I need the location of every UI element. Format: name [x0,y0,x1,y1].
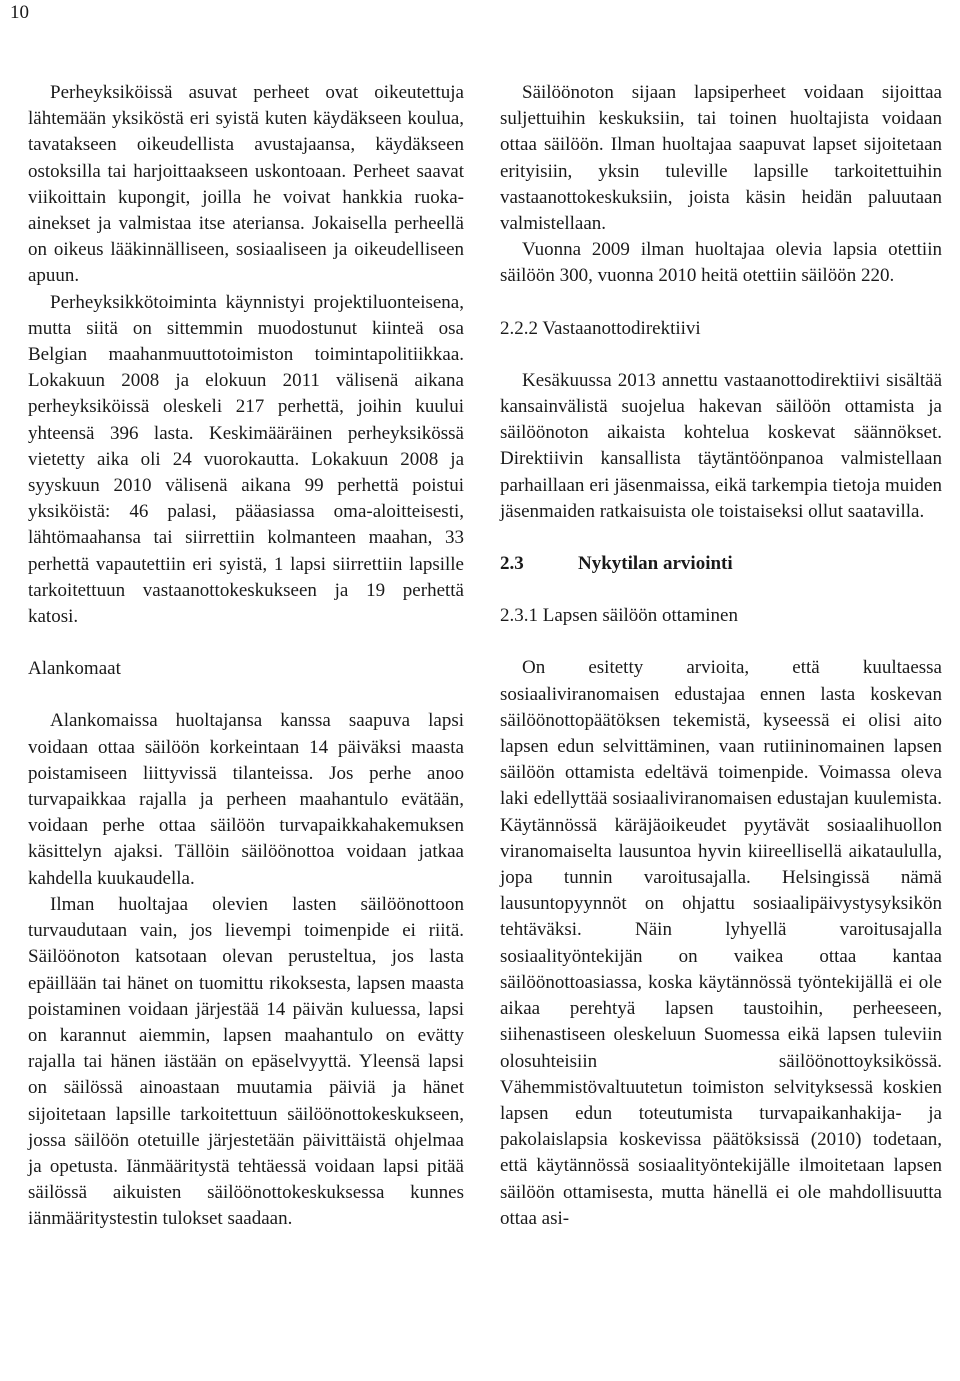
section-heading-2-3-1: 2.3.1 Lapsen säilöön ottaminen [500,605,738,627]
right-column [500,80,942,1232]
section-heading-2-2-2: 2.2.2 Vastaanottodirektiivi [500,317,701,339]
section-title: Nykytilan arviointi [578,553,733,575]
left-column [28,80,464,1233]
paragraph: Ilman huoltajaa olevien lasten säilöönottoon turvaudutaan vain, jos lievempi toimenpide ei riitä. Säilöönoton katsotaan olevan perusteltua, jos lasta epäillään tai hänet on tuomittu rikoksesta, lapsen maasta poistaminen voidaan järjestää 14 päivän kuluessa, lapsi on karannut aiemmin, lapsen maahantulo on evätty rajalla tai hänen iästään on epäselvyyttä. Yleensä lapsi on säilössä ainoastaan muutamia päiviä ja hänet sijoitetaan lapsille tarkoitettuun säilöönottokeskukseen, jossa säilöön otetuille järjestetään päivittäistä ohjelmaa ja opetusta. Iänmääritystä tehtäessä voidaan lapsi pitää säilössä aikuisten säilöönottokeskuksessa kunnes iänmääritystestin tulokset saadaan. [28,893,464,1230]
paragraph: Alankomaissa huoltajansa kanssa saapuva lapsi voidaan ottaa säilöön korkeintaan 14 päiväksi maasta poistamiseen liittyvissä tilanteissa. Jos perhe anoo turvapaikkaa rajalla ja perheen maahantulo evätään, voidaan perhe ottaa säilöön turvapaikkahakemuksen käsittelyn ajaksi. Tällöin säilöönottoa voidaan jatkaa kahdella kuukaudella. [28,710,464,889]
paragraph: Perheyksikkötoiminta käynnistyi projektiluonteisena, mutta siitä on sittemmin muodostunut kiinteä osa Belgian maahanmuuttotoimiston toimintapolitiikkaa. Lokakuun 2008 ja elokuun 2011 välisenä aikana perheyksiköissä oleskeli 217 perhettä, joihin kuului yhteensä 396 lasta. Keskimääräinen perheyksikössä vietetty aika oli 24 vuorokautta. Lokakuun 2008 ja syyskuun 2010 välisenä aikana 99 perhettä poistui yksiköistä: 46 palasi, pääasiassa oma-aloitteisesti, lähtömaahansa tai siirrettiin kolmanteen maahan, 33 perhettä vapautettiin eri syistä, 1 lapsi siirrettiin lapsille tarkoitettuun vastaanottokeskukseen ja 19 perhettä katosi. [28,291,464,628]
paragraph: Perheyksiköissä asuvat perheet ovat oikeutettuja lähtemään yksiköstä eri syistä kuten käydäkseen koulua, tavatakseen oikeudellista avustajaansa, käydäkseen ostoksilla tai harjoittaakseen uskontoaan. Perheet saavat viikoittain kupongit, joilla he voivat hankkia ruoka-ainekset ja valmistaa itse ateriansa. Jokaisella perheellä on oikeus lääkinnälliseen, sosiaaliseen ja oikeudelliseen apuun. [28,82,464,287]
paragraph: On esitetty arvioita, että kuultaessa sosiaaliviranomaisen edustajaa ennen lasta koskevan säilöönottopäätöksen tekemistä, kyseessä ei olisi aito lapsen edun selvittäminen, vaan rutiininomainen lapsen säilöön ottamista edeltävä toimenpide. Voimassa oleva laki edellyttää sosiaaliviranomaisen edustajan kuulemista. Käytännössä käräjäoikeudet pyytävät sosiaalihuollon viranomaiselta lausuntoa hyvin kiireellisellä aikataululla, jopa tunnin varoitusajalla. Helsingissä nämä lausuntopyynnöt on ohjattu sosiaalipäivystysyksikön tehtäväksi. Näin lyhyellä varoitusajalla sosiaalityöntekijän on vaikea ottaa kantaa säilöönottoasiassa, koska käytännössä työntekijällä ei ole aikaa perehtyä lapsen taustoihin, perheeseen, siihenastiseen oleskeluun Suomessa eikä lapsen tuleviin olosuhteisiin säilöönottoyksikössä. Vähemmistövaltuutetun toimiston selvityksessä koskien lapsen edun toteutumista turvapaikanhakija- ja pakolaislapsia koskevissa päätöksissä (2010) todetaan, että käytännössä sosiaalityöntekijälle ilmoitetaan lapsen säilöön ottamisesta, mutta hänellä ei ole mahdollisuutta ottaa asi- [500,657,942,1229]
paragraph: Säilöönoton sijaan lapsiperheet voidaan sijoittaa suljettuihin keskuksiin, tai toinen huoltajista voidaan ottaa säilöön. Ilman huoltajaa saapuvat lapset sijoitetaan erityisiin, yksin tuleville lapsille tarkoitettuihin vastaanottokeskuksiin, joista käsin heidän paluutaan valmistellaan. [500,82,942,235]
section-number: 2.3 [500,553,524,575]
paragraph: Kesäkuussa 2013 annettu vastaanottodirektiivi sisältää kansainvälistä suojelua hakevan säilöön ottamista ja säilöönoton aikaista kohtelua koskevat säännökset. Direktiivin kansallista täytäntöönpanoa valmistellaan parhaillaan eri jäsenmaissa, eikä tarkempia tietoja muiden jäsenmaiden ratkaisuista ole toistaiseksi ollut saatavilla. [500,369,942,522]
page-number: 10 [10,2,29,23]
section-heading-alankomaat: Alankomaat [28,658,121,680]
section-heading-2-3 [500,551,942,577]
paragraph: Vuonna 2009 ilman huoltajaa olevia lapsia otettiin säilöön 300, vuonna 2010 heitä otettiin säilöön 220. [500,239,942,287]
